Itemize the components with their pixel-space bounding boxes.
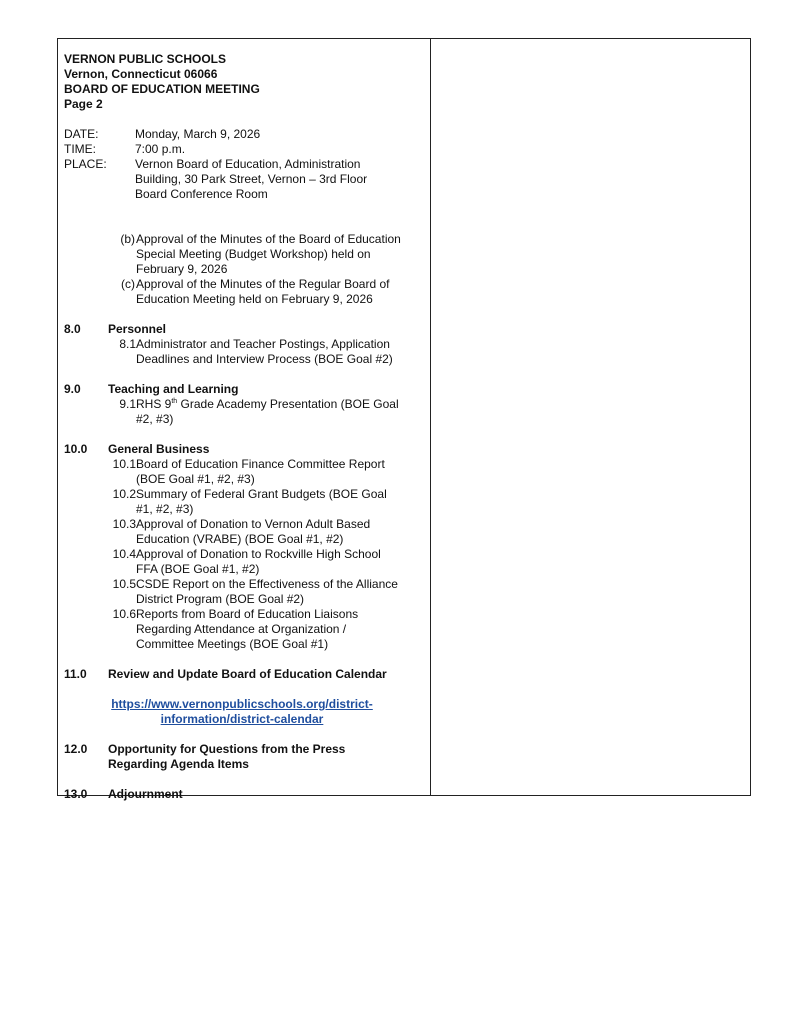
agenda-item-number: 10.1 xyxy=(112,457,136,471)
agenda-item-text: #2, #3) xyxy=(136,412,174,426)
section-adjournment xyxy=(64,787,426,802)
time-label: TIME: xyxy=(64,142,96,156)
minutes-item-text: Education Meeting held on February 9, 2026 xyxy=(136,292,373,306)
section-title: General Business xyxy=(108,442,210,456)
place-value-line3: Board Conference Room xyxy=(135,187,268,201)
agenda-item-text: RHS 9th Grade Academy Presentation (BOE Goal xyxy=(136,397,399,411)
agenda-item-text: (BOE Goal #1, #2, #3) xyxy=(136,472,255,486)
agenda-item-text: Deadlines and Interview Process (BOE Goal #2) xyxy=(136,352,393,366)
section-personnel xyxy=(64,322,426,367)
place-value: Vernon Board of Education, Administration xyxy=(135,157,361,171)
minutes-item-number: (c) xyxy=(121,277,135,291)
link-text-line1[interactable]: https://www.vernonpublicschools.org/district- xyxy=(111,697,373,711)
meeting-title: BOARD OF EDUCATION MEETING xyxy=(64,82,260,96)
agenda-item-number: 10.6 xyxy=(112,607,136,621)
section-number: 10.0 xyxy=(64,442,88,456)
date-value: Monday, March 9, 2026 xyxy=(135,127,261,141)
agenda-item-number: 10.3 xyxy=(112,517,136,531)
section-title: Opportunity for Questions from the Press xyxy=(108,742,346,756)
agenda-item-text: Approval of Donation to Rockville High School xyxy=(136,547,381,561)
agenda-left-column xyxy=(64,52,426,802)
minutes-item-number: (b) xyxy=(120,232,135,246)
section-teaching-learning xyxy=(64,382,426,427)
section-title: Review and Update Board of Education Calendar xyxy=(108,667,387,681)
district-calendar-link[interactable] xyxy=(84,697,400,727)
minutes-item-text: Special Meeting (Budget Workshop) held on xyxy=(136,247,371,261)
agenda-item-text: Approval of Donation to Vernon Adult Based xyxy=(136,517,371,531)
agenda-item-number: 8.1 xyxy=(119,337,136,351)
section-general-business xyxy=(64,442,426,652)
section-title: Adjournment xyxy=(108,787,183,801)
agenda-item-text: #1, #2, #3) xyxy=(136,502,194,516)
agenda-header xyxy=(64,52,426,112)
section-number: 13.0 xyxy=(64,787,88,801)
place-value-line2: Building, 30 Park Street, Vernon – 3rd Floor xyxy=(135,172,368,186)
section-number: 9.0 xyxy=(64,382,81,396)
agenda-item-number: 10.2 xyxy=(112,487,136,501)
section-title-line2: Regarding Agenda Items xyxy=(108,757,249,771)
agenda-item-text: Summary of Federal Grant Budgets (BOE Goal xyxy=(136,487,387,501)
agenda-item-text: CSDE Report on the Effectiveness of the Alliance xyxy=(136,577,398,591)
minutes-item-text: February 9, 2026 xyxy=(136,262,228,276)
agenda-item-number: 10.5 xyxy=(112,577,136,591)
agenda-item-text: Administrator and Teacher Postings, Application xyxy=(136,337,390,351)
agenda-item-text: FFA (BOE Goal #1, #2) xyxy=(136,562,260,576)
section-title: Personnel xyxy=(108,322,167,336)
agenda-item-text: Board of Education Finance Committee Report xyxy=(136,457,385,471)
minutes-item-text: Approval of the Minutes of the Regular Board of xyxy=(136,277,390,291)
agenda-item-text: Committee Meetings (BOE Goal #1) xyxy=(136,637,329,651)
agenda-item-number: 10.4 xyxy=(112,547,136,561)
time-value: 7:00 p.m. xyxy=(135,142,186,156)
section-press-questions xyxy=(64,742,426,772)
link-text-line2[interactable]: information/district-calendar xyxy=(160,712,324,726)
agenda-item-text: Regarding Attendance at Organization / xyxy=(136,622,347,636)
section-number: 12.0 xyxy=(64,742,88,756)
section-calendar xyxy=(64,667,426,727)
agenda-item-number: 9.1 xyxy=(119,397,136,411)
org-name: VERNON PUBLIC SCHOOLS xyxy=(64,52,227,66)
section-number: 8.0 xyxy=(64,322,81,336)
org-location: Vernon, Connecticut 06066 xyxy=(64,67,218,81)
minutes-approvals xyxy=(64,232,426,307)
agenda-item-text: Reports from Board of Education Liaisons xyxy=(136,607,359,621)
agenda-item-text: Education (VRABE) (BOE Goal #1, #2) xyxy=(136,532,344,546)
meeting-details xyxy=(64,127,426,202)
date-label: DATE: xyxy=(64,127,99,141)
section-number: 11.0 xyxy=(64,667,87,681)
agenda-item-text: District Program (BOE Goal #2) xyxy=(136,592,305,606)
page-number: Page 2 xyxy=(64,97,103,111)
column-divider xyxy=(430,38,431,796)
place-label: PLACE: xyxy=(64,157,107,171)
minutes-item-text: Approval of the Minutes of the Board of Education xyxy=(136,232,401,246)
section-title: Teaching and Learning xyxy=(108,382,239,396)
